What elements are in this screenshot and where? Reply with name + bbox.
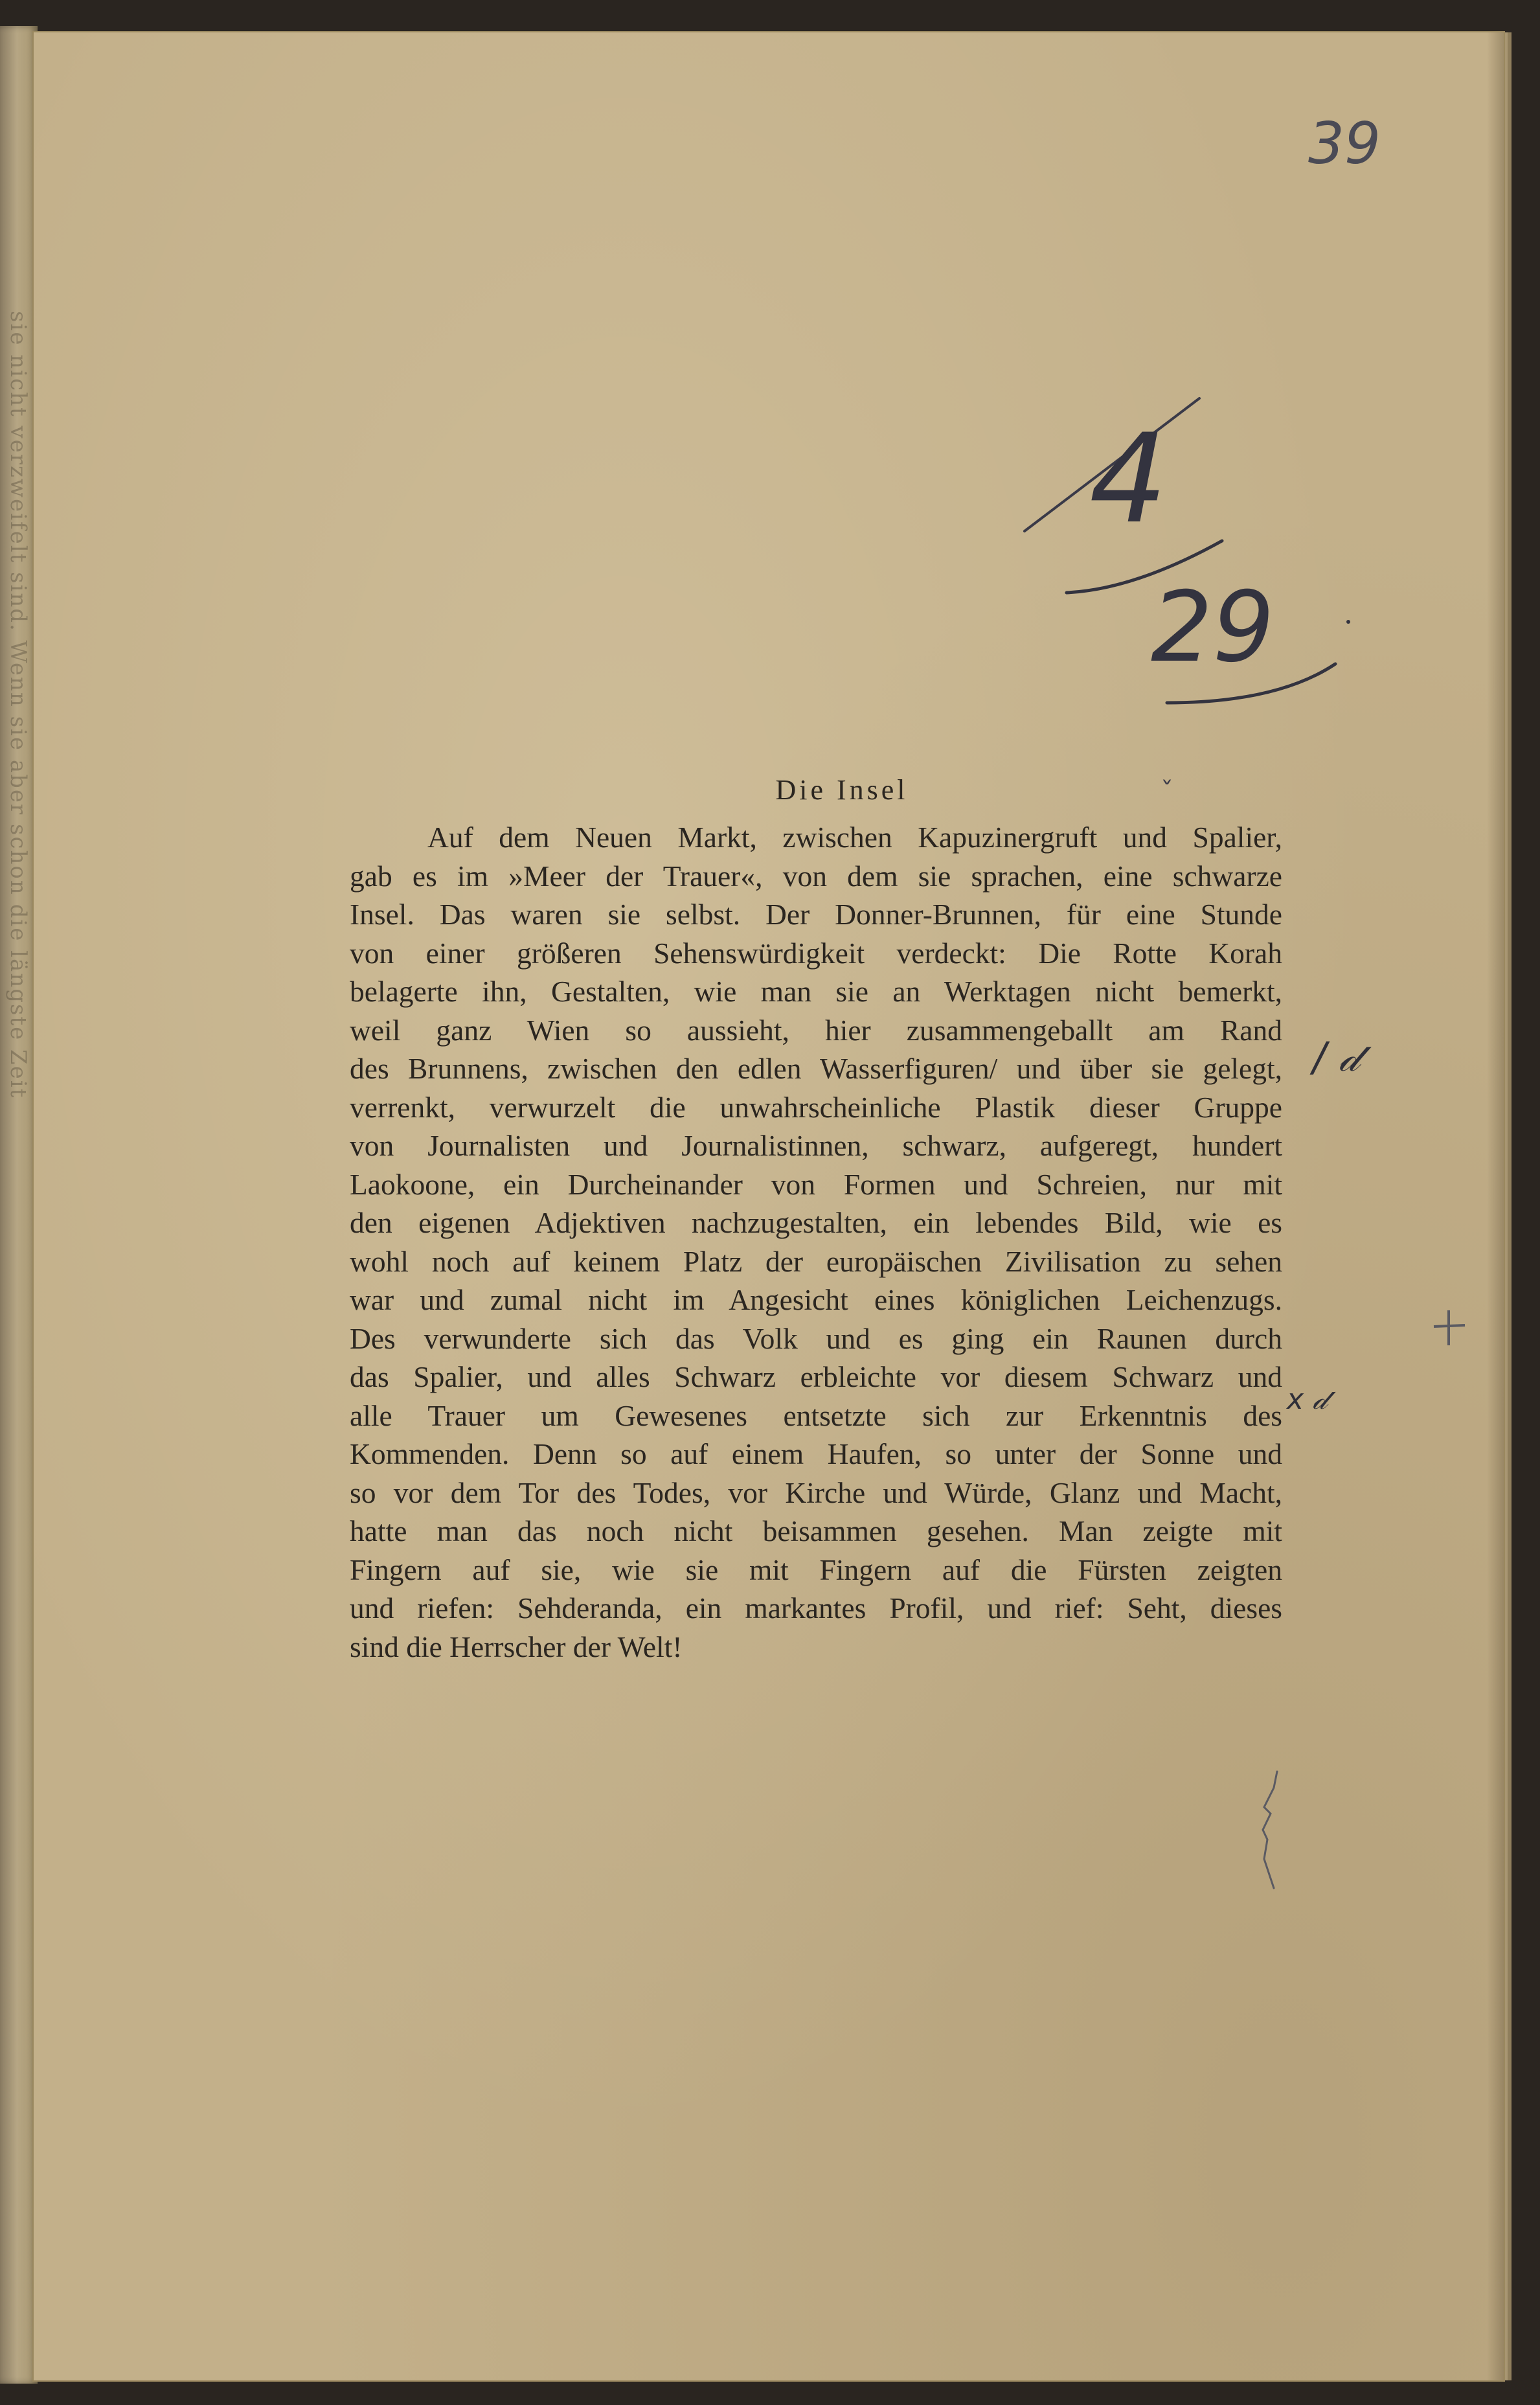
text-line: so vor dem Tor des Todes, vor Kirche und Würde, Glanz und Macht, (350, 1476, 1282, 1509)
article-title: Die Insel (775, 774, 909, 806)
text-line: von einer größeren Sehenswürdigkeit verdeckt: Die Rotte Korah (350, 936, 1282, 970)
text-line: weil ganz Wien so aussieht, hier zusammengeballt am Rand (350, 1013, 1282, 1047)
plus-icon (1426, 1305, 1471, 1351)
margin-note-correction: / 𝒹 (1313, 1033, 1359, 1080)
fraction-bottom-digits: 29 (1151, 571, 1274, 684)
text-line: das Spalier, und alles Schwarz erbleichte vor diesem Schwarz und (350, 1360, 1282, 1393)
text-line: des Brunnens, zwischen den edlen Wasserfiguren/ und über sie gelegt, (350, 1052, 1282, 1085)
text-line: Kommenden. Denn so auf einem Haufen, so unter der Sonne und (350, 1437, 1282, 1470)
folio-number: 39 (1308, 110, 1381, 177)
text-line: war und zumal nicht im Angesicht eines königlichen Leichenzugs. (350, 1283, 1282, 1316)
text-line: Insel. Das waren sie selbst. Der Donner-Brunnen, für eine Stunde (350, 898, 1282, 931)
text-line: wohl noch auf keinem Platz der europäischen Zivilisation zu sehen (350, 1244, 1282, 1278)
text-line: alle Trauer um Gewesenes entsetzte sich zur Erkenntnis des (350, 1398, 1282, 1432)
text-line: gab es im »Meer der Trauer«, von dem sie sprachen, eine schwarze (350, 859, 1282, 893)
handwritten-fraction (1005, 369, 1368, 719)
text-line: hatte man das noch nicht beisammen gesehen. Man zeigte mit (350, 1514, 1282, 1547)
text-line: sind die Herrscher der Welt! (350, 1630, 683, 1663)
fraction-top-digit: 4 (1089, 407, 1168, 551)
text-line: Laokoone, ein Durcheinander von Formen und Schreien, nur mit (350, 1167, 1282, 1201)
spine-bleed-line: sie nicht verzweifelt sind. Wenn sie aber schon die längste Zeit (5, 311, 31, 1099)
text-line: Fingern auf sie, wie sie mit Fingern auf die Fürsten zeigten (350, 1553, 1282, 1586)
page-edge-shadow (1487, 32, 1504, 2380)
margin-tick-mark: ˇ (1161, 777, 1173, 807)
text-line: verrenkt, verwurzelt die unwahrscheinliche Plastik dieser Gruppe (350, 1090, 1282, 1124)
text-line: Des verwunderte sich das Volk und es ging ein Raunen durch (350, 1321, 1282, 1355)
margin-note-insertion: x 𝒹 (1287, 1383, 1328, 1416)
text-line: von Journalisten und Journalistinnen, schwarz, aufgeregt, hundert (350, 1129, 1282, 1162)
text-line: und riefen: Sehderanda, ein markantes Profil, und rief: Seht, dieses (350, 1591, 1282, 1624)
article-body (350, 768, 1282, 1666)
pencil-scratch-mark (1251, 1768, 1290, 1891)
text-line: belagerte ihn, Gestalten, wie man sie an Werktagen nicht bemerkt, (350, 975, 1282, 1008)
document-page (34, 32, 1504, 2380)
text-line: Auf dem Neuen Markt, zwischen Kapuzinergruft und Spalier, (427, 821, 1282, 854)
text-line: den eigenen Adjektiven nachzugestalten, ein lebendes Bild, wie es (350, 1206, 1282, 1239)
